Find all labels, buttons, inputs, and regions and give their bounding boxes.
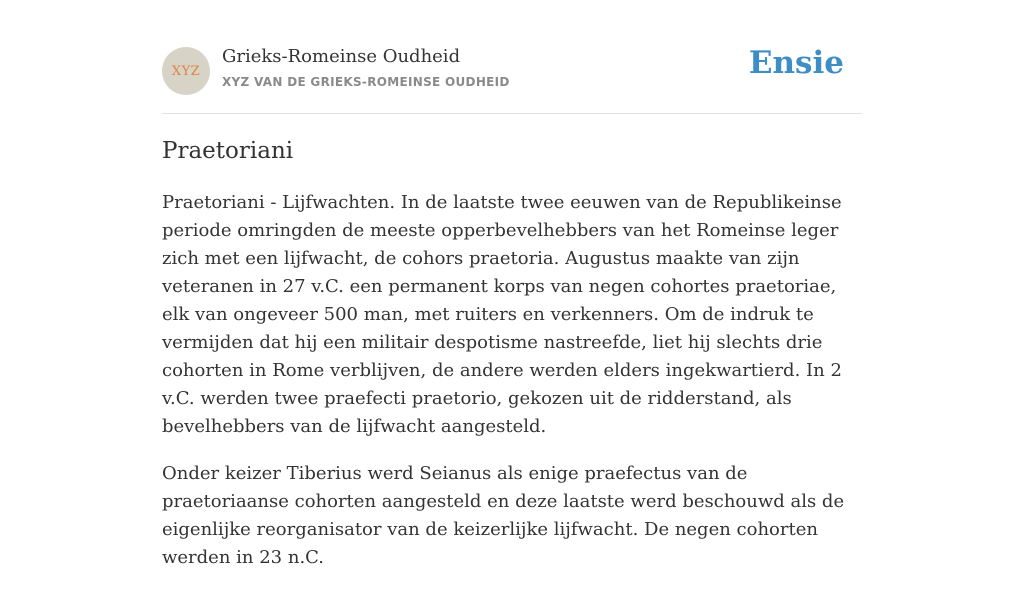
source-subtitle: XYZ VAN DE GRIEKS-ROMEINSE OUDHEID (222, 75, 510, 89)
source-title[interactable]: Grieks-Romeinse Oudheid (222, 46, 461, 67)
source-avatar[interactable] (162, 47, 210, 95)
article-body (162, 189, 862, 591)
article-title: Praetoriani (162, 138, 294, 164)
article-paragraph: Praetoriani - Lijfwachten. In de laatste twee eeuwen van de Republikeinse periode omringden de meeste opperbevelhebbers van het Romeinse leger zich met een lijfwacht, de cohors praetoria. Augustus maakte van zijn veteranen in 27 v.C. een permanent korps van negen cohortes praetoriae, elk van ongeveer 500 man, met ruiters en verkenners. Om de indruk te vermijden dat hij een militair despotisme nastreefde, liet hij slechts drie cohorten in Rome verblijven, de andere werden elders ingekwartierd. In 2 v.C. werden twee praefecti praetorio, gekozen uit de ridderstand, als bevelhebbers van de lijfwacht aangesteld. (162, 192, 842, 437)
ensie-logo[interactable]: Ensie (748, 45, 844, 81)
article-paragraph: Onder keizer Tiberius werd Seianus als enige praefectus van de praetoriaanse cohorten aangesteld en deze laatste werd beschouwd als de eigenlijke reorganisator van de keizerlijke lijfwacht. De negen cohorten werden in 23 n.C. (162, 463, 845, 568)
content-container (162, 0, 862, 568)
avatar-text: XYZ (171, 63, 201, 79)
header (162, 0, 862, 114)
